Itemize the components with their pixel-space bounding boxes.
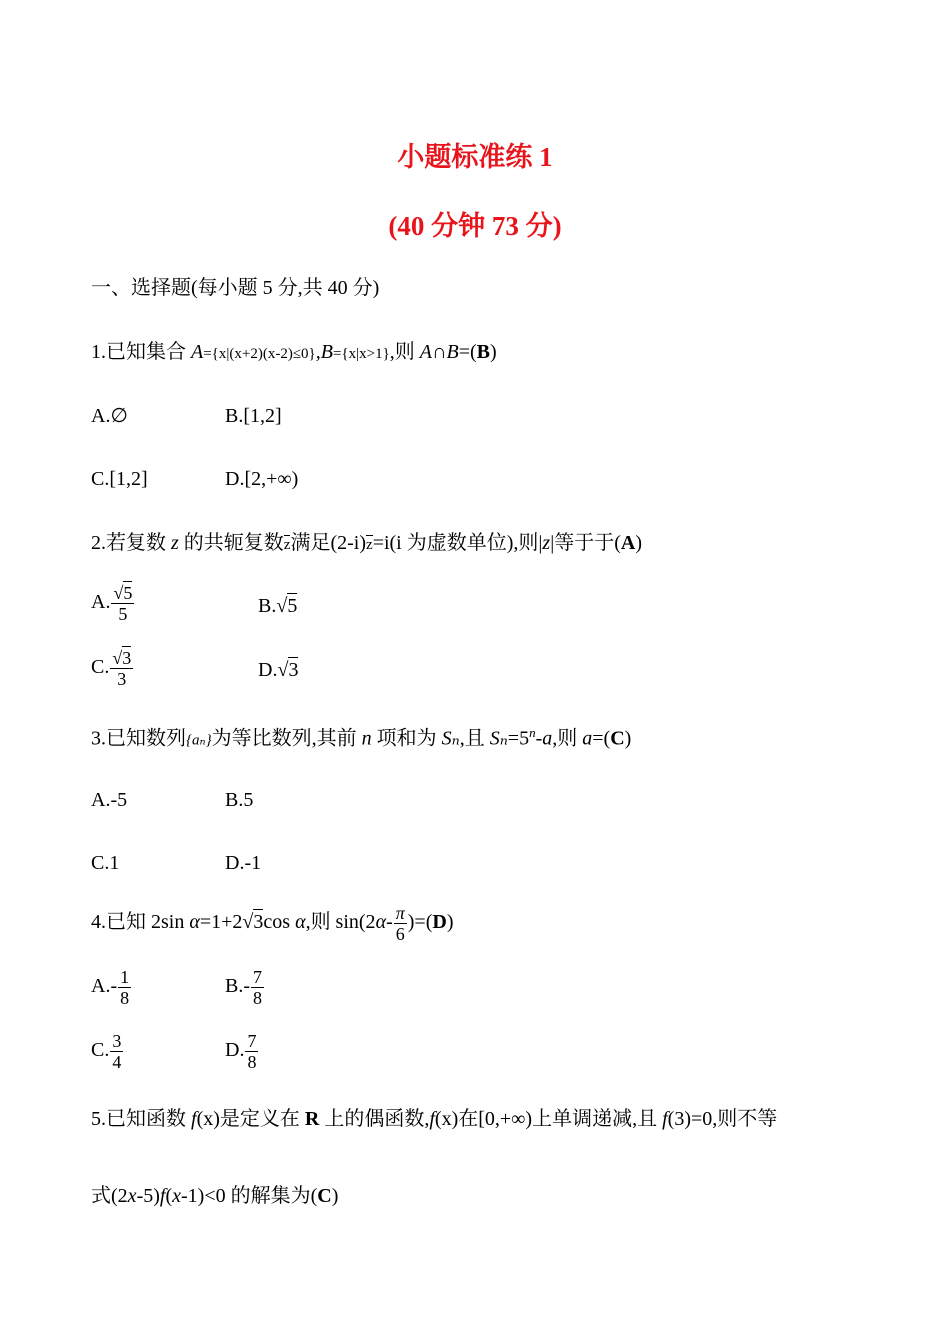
q4-option-d: D. $\frac{7}{8}$: [225, 1031, 257, 1072]
answer-3: C: [610, 727, 625, 750]
page-title: 小题标准练 1: [397, 142, 553, 172]
q3-option-a: A.-5: [91, 789, 128, 811]
answer-1: B: [476, 341, 490, 363]
q1-option-b: B.[1,2]: [225, 405, 282, 427]
page-subtitle: (40 分钟 73 分): [388, 211, 562, 241]
q2-option-b: B.√5: [258, 595, 298, 617]
q1-option-a: A.∅: [91, 405, 128, 427]
section-heading: 一、选择题(每小题 5 分,共 40 分): [91, 277, 380, 299]
q2-option-c: C. $\frac{√3}{3}$: [91, 648, 132, 689]
q3-option-b: B.5: [225, 789, 254, 811]
question-1: 1.已知集合 A={x|(x+2)(x-2)≤0},B={x|x>1},则 A∩B=(B): [91, 341, 497, 363]
q1-option-d: D.[2,+∞): [225, 468, 299, 490]
q4-option-a: A.- $\frac{1}{8}$: [91, 967, 130, 1008]
answer-2: A: [620, 532, 636, 554]
q2-option-d: D.√3: [258, 659, 299, 681]
question-2: 2.若复数 z 的共轭复数z满足(2-i)z=i(i 为虚数单位),则|z|等于于(A): [91, 532, 642, 554]
q4-option-b: B.- $\frac{7}{8}$: [225, 967, 262, 1008]
question-3: 3.已知数列{aₙ}为等比数列,其前 n 项和为 Sₙ,且 $S_n=5^n-a$,则 a=(C): [91, 725, 632, 750]
q3-option-d: D.-1: [225, 852, 262, 874]
question-5-line-2: 式(2x-5)f(x-1)<0 的解集为(C): [91, 1185, 339, 1207]
q2-option-a: A. $\frac{√5}{5}$: [91, 583, 133, 624]
q4-option-c: C. $\frac{3}{4}$: [91, 1031, 122, 1072]
question-5-line-1: 5.已知函数 f(x)是定义在 R 上的偶函数,f(x)在[0,+∞)上单调递减,且 f(3)=0,则不等: [91, 1108, 778, 1130]
answer-5: C: [317, 1185, 332, 1207]
q1-option-c: C.[1,2]: [91, 468, 148, 490]
q3-option-c: C.1: [91, 852, 120, 874]
answer-4: D: [432, 911, 447, 934]
question-4: 4.已知 2sin α=1+2√3cos α,则 sin(2α- $\frac{\pi}{6}$ )=(D): [91, 903, 454, 944]
